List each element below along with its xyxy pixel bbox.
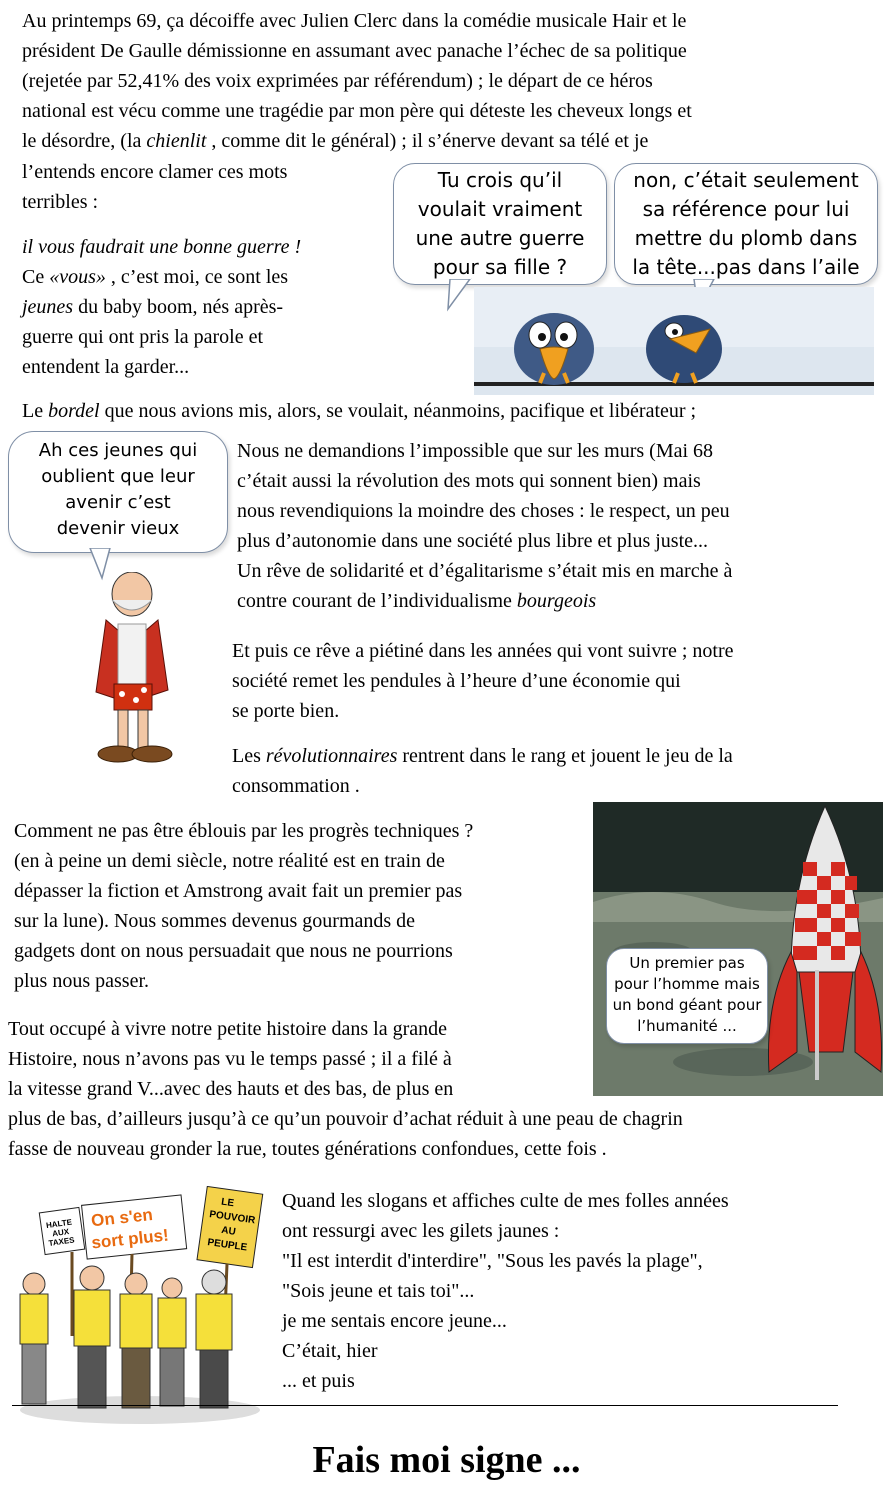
bordel-paragraph: Le bordel que nous avions mis, alors, se voulait, néanmoins, pacifique et libérateur ;	[22, 400, 697, 422]
closing-title: Fais moi signe ...	[312, 1439, 581, 1481]
speech-bubble-bird-right: non, c’était seulement sa référence pour lui mettre du plomb dans la tête...pas dans l’aile	[614, 163, 878, 285]
slogans-paragraph: Quand les slogans et affiches culte de mes folles années ont ressurgi avec les gilets jaunes : "Il est interdit d'interdire", "Sous les pavés la plage", "Sois jeune et tais toi"... je me sentais encore jeune... C’était, hier ... et puis	[282, 1190, 729, 1392]
sign-on-sen-sort-plus: On s'ensort plus!	[90, 1205, 170, 1253]
horizontal-divider	[12, 1405, 838, 1406]
birds-on-wire-illustration	[474, 287, 874, 395]
history-paragraph: Tout occupé à vivre notre petite histoire dans la grande Histoire, nous n’avons pas vu le temps passé ; il a filé à la vitesse grand V...avec des hauts et des bas, de plus en plus de bas, d’ailleurs jusqu’à ce qu’un pouvoir d’achat réduit à une peau de chagrin fasse de nouveau gronder la rue, toutes générations confondues, cette fois .	[8, 1018, 683, 1160]
sign-halte-aux-taxes: HALTEAUXTAXES	[45, 1217, 76, 1248]
father-paragraph: l’entends encore clamer ces mots terribles :	[22, 161, 288, 213]
dream-paragraph: Et puis ce rêve a piétiné dans les années qui vont suivre ; notre société remet les pendules à l’heure d’une économie qui se porte bien.	[232, 640, 734, 722]
revolutionaries-paragraph: Les révolutionnaires rentrent dans le rang et jouent le jeu de la consommation .	[232, 745, 733, 797]
speech-bubble-old-man: Ah ces jeunes qui oublient que leur avenir c’est devenir vieux	[8, 431, 228, 553]
may68-paragraph: Nous ne demandions l’impossible que sur les murs (Mai 68 c’était aussi la révolution des mots qui sonnent bien) mais nous revendiquions la moindre des choses : le respect, un peu plus d’autonomie dans une société plus libre et plus juste... Un rêve de solidarité et d’égalitarisme s’était mis en marche à contre courant de l’individualisme bourgeois	[237, 440, 733, 612]
father-quote: il vous faudrait une bonne guerre !	[22, 236, 302, 258]
progress-paragraph: Comment ne pas être éblouis par les progrès techniques ? (en à peine un demi siècle, notre réalité est en train de dépasser la fiction et Amstrong avait fait un premier pas sur la lune). Nous sommes devenus gourmands de gadgets dont on nous persuadait que nous ne pourrions plus nous passer.	[14, 820, 474, 992]
sign-pouvoir-au-peuple: LEPOUVOIRAUPEUPLE	[206, 1196, 256, 1254]
yellow-vests-protest-illustration	[12, 1186, 268, 1426]
intro-paragraph: Au printemps 69, ça décoiffe avec Julien Clerc dans la comédie musicale Hair et le président De Gaulle démissionne en assumant avec panache l’échec de sa politique (rejetée par 52,41% des voix exprimées par référendum) ; le départ de ce héros national est vécu comme une tragédie par mon père qui déteste les cheveux longs et le désordre, (la chienlit , comme dit le général) ; il s’énerve devant sa télé et je	[22, 10, 692, 152]
speech-bubble-armstrong: Un premier pas pour l’homme mais un bond géant pour l’humanité ...	[606, 948, 768, 1044]
old-man-illustration	[70, 572, 200, 767]
youth-paragraph: Ce «vous» , c’est moi, ce sont les jeunes du baby boom, nés après- guerre qui ont pris la parole et entendent la garder...	[22, 266, 289, 378]
speech-bubble-bird-left: Tu crois qu’il voulait vraiment une autre guerre pour sa fille ?	[393, 163, 607, 285]
